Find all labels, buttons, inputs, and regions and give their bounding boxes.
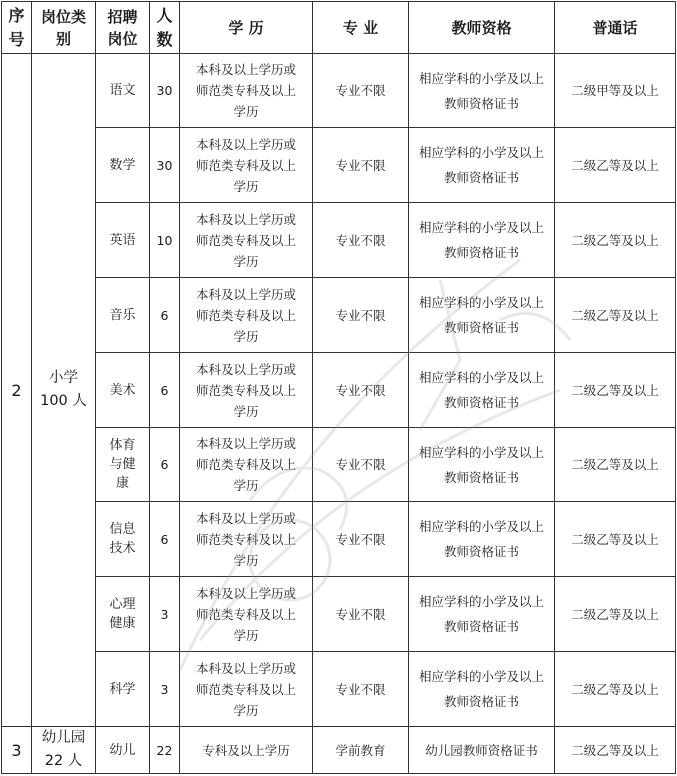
cell-major: 专业不限 xyxy=(313,278,409,353)
cell-mandarin: 二级乙等及以上 xyxy=(555,577,676,652)
table-row xyxy=(2,203,676,278)
cell-position: 语文 xyxy=(96,54,150,128)
cell-education: 本科及以上学历或 师范类专科及以上 学历 xyxy=(180,203,313,278)
cell-seq: 3 xyxy=(2,727,32,774)
cell-major: 专业不限 xyxy=(313,128,409,203)
cell-qualification: 相应学科的小学及以上 教师资格证书 xyxy=(409,128,555,203)
cell-position: 音乐 xyxy=(96,278,150,353)
header-row xyxy=(2,2,676,54)
cell-education: 本科及以上学历或 师范类专科及以上 学历 xyxy=(180,502,313,577)
cell-mandarin: 二级乙等及以上 xyxy=(555,502,676,577)
table-row xyxy=(2,353,676,428)
cell-qualification: 相应学科的小学及以上 教师资格证书 xyxy=(409,203,555,278)
cell-qualification: 相应学科的小学及以上 教师资格证书 xyxy=(409,652,555,727)
header-education: 学 历 xyxy=(180,2,313,54)
table-row xyxy=(2,502,676,577)
table-row xyxy=(2,652,676,727)
cell-count: 3 xyxy=(150,652,180,727)
cell-education: 本科及以上学历或 师范类专科及以上 学历 xyxy=(180,428,313,502)
cell-qualification: 相应学科的小学及以上 教师资格证书 xyxy=(409,577,555,652)
cell-major: 专业不限 xyxy=(313,577,409,652)
header-category: 岗位类别 xyxy=(32,2,96,54)
cell-qualification: 相应学科的小学及以上 教师资格证书 xyxy=(409,278,555,353)
table-row xyxy=(2,278,676,353)
cell-major: 专业不限 xyxy=(313,54,409,128)
cell-category: 小学 100 人 xyxy=(32,54,96,727)
table-row xyxy=(2,727,676,774)
cell-mandarin: 二级乙等及以上 xyxy=(555,353,676,428)
cell-count: 6 xyxy=(150,278,180,353)
header-qualification: 教师资格 xyxy=(409,2,555,54)
cell-count: 22 xyxy=(150,727,180,774)
table-row xyxy=(2,577,676,652)
cell-position: 英语 xyxy=(96,203,150,278)
cell-position: 心理 健康 xyxy=(96,577,150,652)
cell-qualification: 幼儿园教师资格证书 xyxy=(409,727,555,774)
cell-education: 本科及以上学历或 师范类专科及以上 学历 xyxy=(180,652,313,727)
cell-count: 30 xyxy=(150,128,180,203)
table-row xyxy=(2,128,676,203)
recruitment-table xyxy=(1,1,676,774)
cell-education: 专科及以上学历 xyxy=(180,727,313,774)
cell-count: 6 xyxy=(150,502,180,577)
cell-position: 美术 xyxy=(96,353,150,428)
cell-qualification: 相应学科的小学及以上 教师资格证书 xyxy=(409,502,555,577)
cell-major: 专业不限 xyxy=(313,353,409,428)
cell-position: 数学 xyxy=(96,128,150,203)
cell-position: 体育 与健 康 xyxy=(96,428,150,502)
cell-mandarin: 二级乙等及以上 xyxy=(555,128,676,203)
cell-position: 幼儿 xyxy=(96,727,150,774)
header-position: 招聘岗位 xyxy=(96,2,150,54)
cell-mandarin: 二级乙等及以上 xyxy=(555,727,676,774)
table-row xyxy=(2,428,676,502)
cell-mandarin: 二级甲等及以上 xyxy=(555,54,676,128)
cell-major: 学前教育 xyxy=(313,727,409,774)
cell-count: 30 xyxy=(150,54,180,128)
cell-qualification: 相应学科的小学及以上 教师资格证书 xyxy=(409,353,555,428)
cell-major: 专业不限 xyxy=(313,652,409,727)
cell-education: 本科及以上学历或 师范类专科及以上 学历 xyxy=(180,54,313,128)
header-major: 专 业 xyxy=(313,2,409,54)
cell-mandarin: 二级乙等及以上 xyxy=(555,428,676,502)
cell-count: 6 xyxy=(150,353,180,428)
cell-education: 本科及以上学历或 师范类专科及以上 学历 xyxy=(180,128,313,203)
cell-education: 本科及以上学历或 师范类专科及以上 学历 xyxy=(180,577,313,652)
cell-mandarin: 二级乙等及以上 xyxy=(555,203,676,278)
cell-mandarin: 二级乙等及以上 xyxy=(555,652,676,727)
header-count: 人数 xyxy=(150,2,180,54)
cell-major: 专业不限 xyxy=(313,428,409,502)
header-mandarin: 普通话 xyxy=(555,2,676,54)
cell-qualification: 相应学科的小学及以上 教师资格证书 xyxy=(409,54,555,128)
cell-count: 3 xyxy=(150,577,180,652)
cell-seq: 2 xyxy=(2,54,32,727)
cell-education: 本科及以上学历或 师范类专科及以上 学历 xyxy=(180,353,313,428)
cell-qualification: 相应学科的小学及以上 教师资格证书 xyxy=(409,428,555,502)
cell-mandarin: 二级乙等及以上 xyxy=(555,278,676,353)
cell-major: 专业不限 xyxy=(313,203,409,278)
cell-count: 10 xyxy=(150,203,180,278)
cell-position: 信息 技术 xyxy=(96,502,150,577)
cell-count: 6 xyxy=(150,428,180,502)
cell-category: 幼儿园 22 人 xyxy=(32,727,96,774)
header-seq: 序号 xyxy=(2,2,32,54)
cell-major: 专业不限 xyxy=(313,502,409,577)
cell-position: 科学 xyxy=(96,652,150,727)
cell-education: 本科及以上学历或 师范类专科及以上 学历 xyxy=(180,278,313,353)
table-row xyxy=(2,54,676,128)
